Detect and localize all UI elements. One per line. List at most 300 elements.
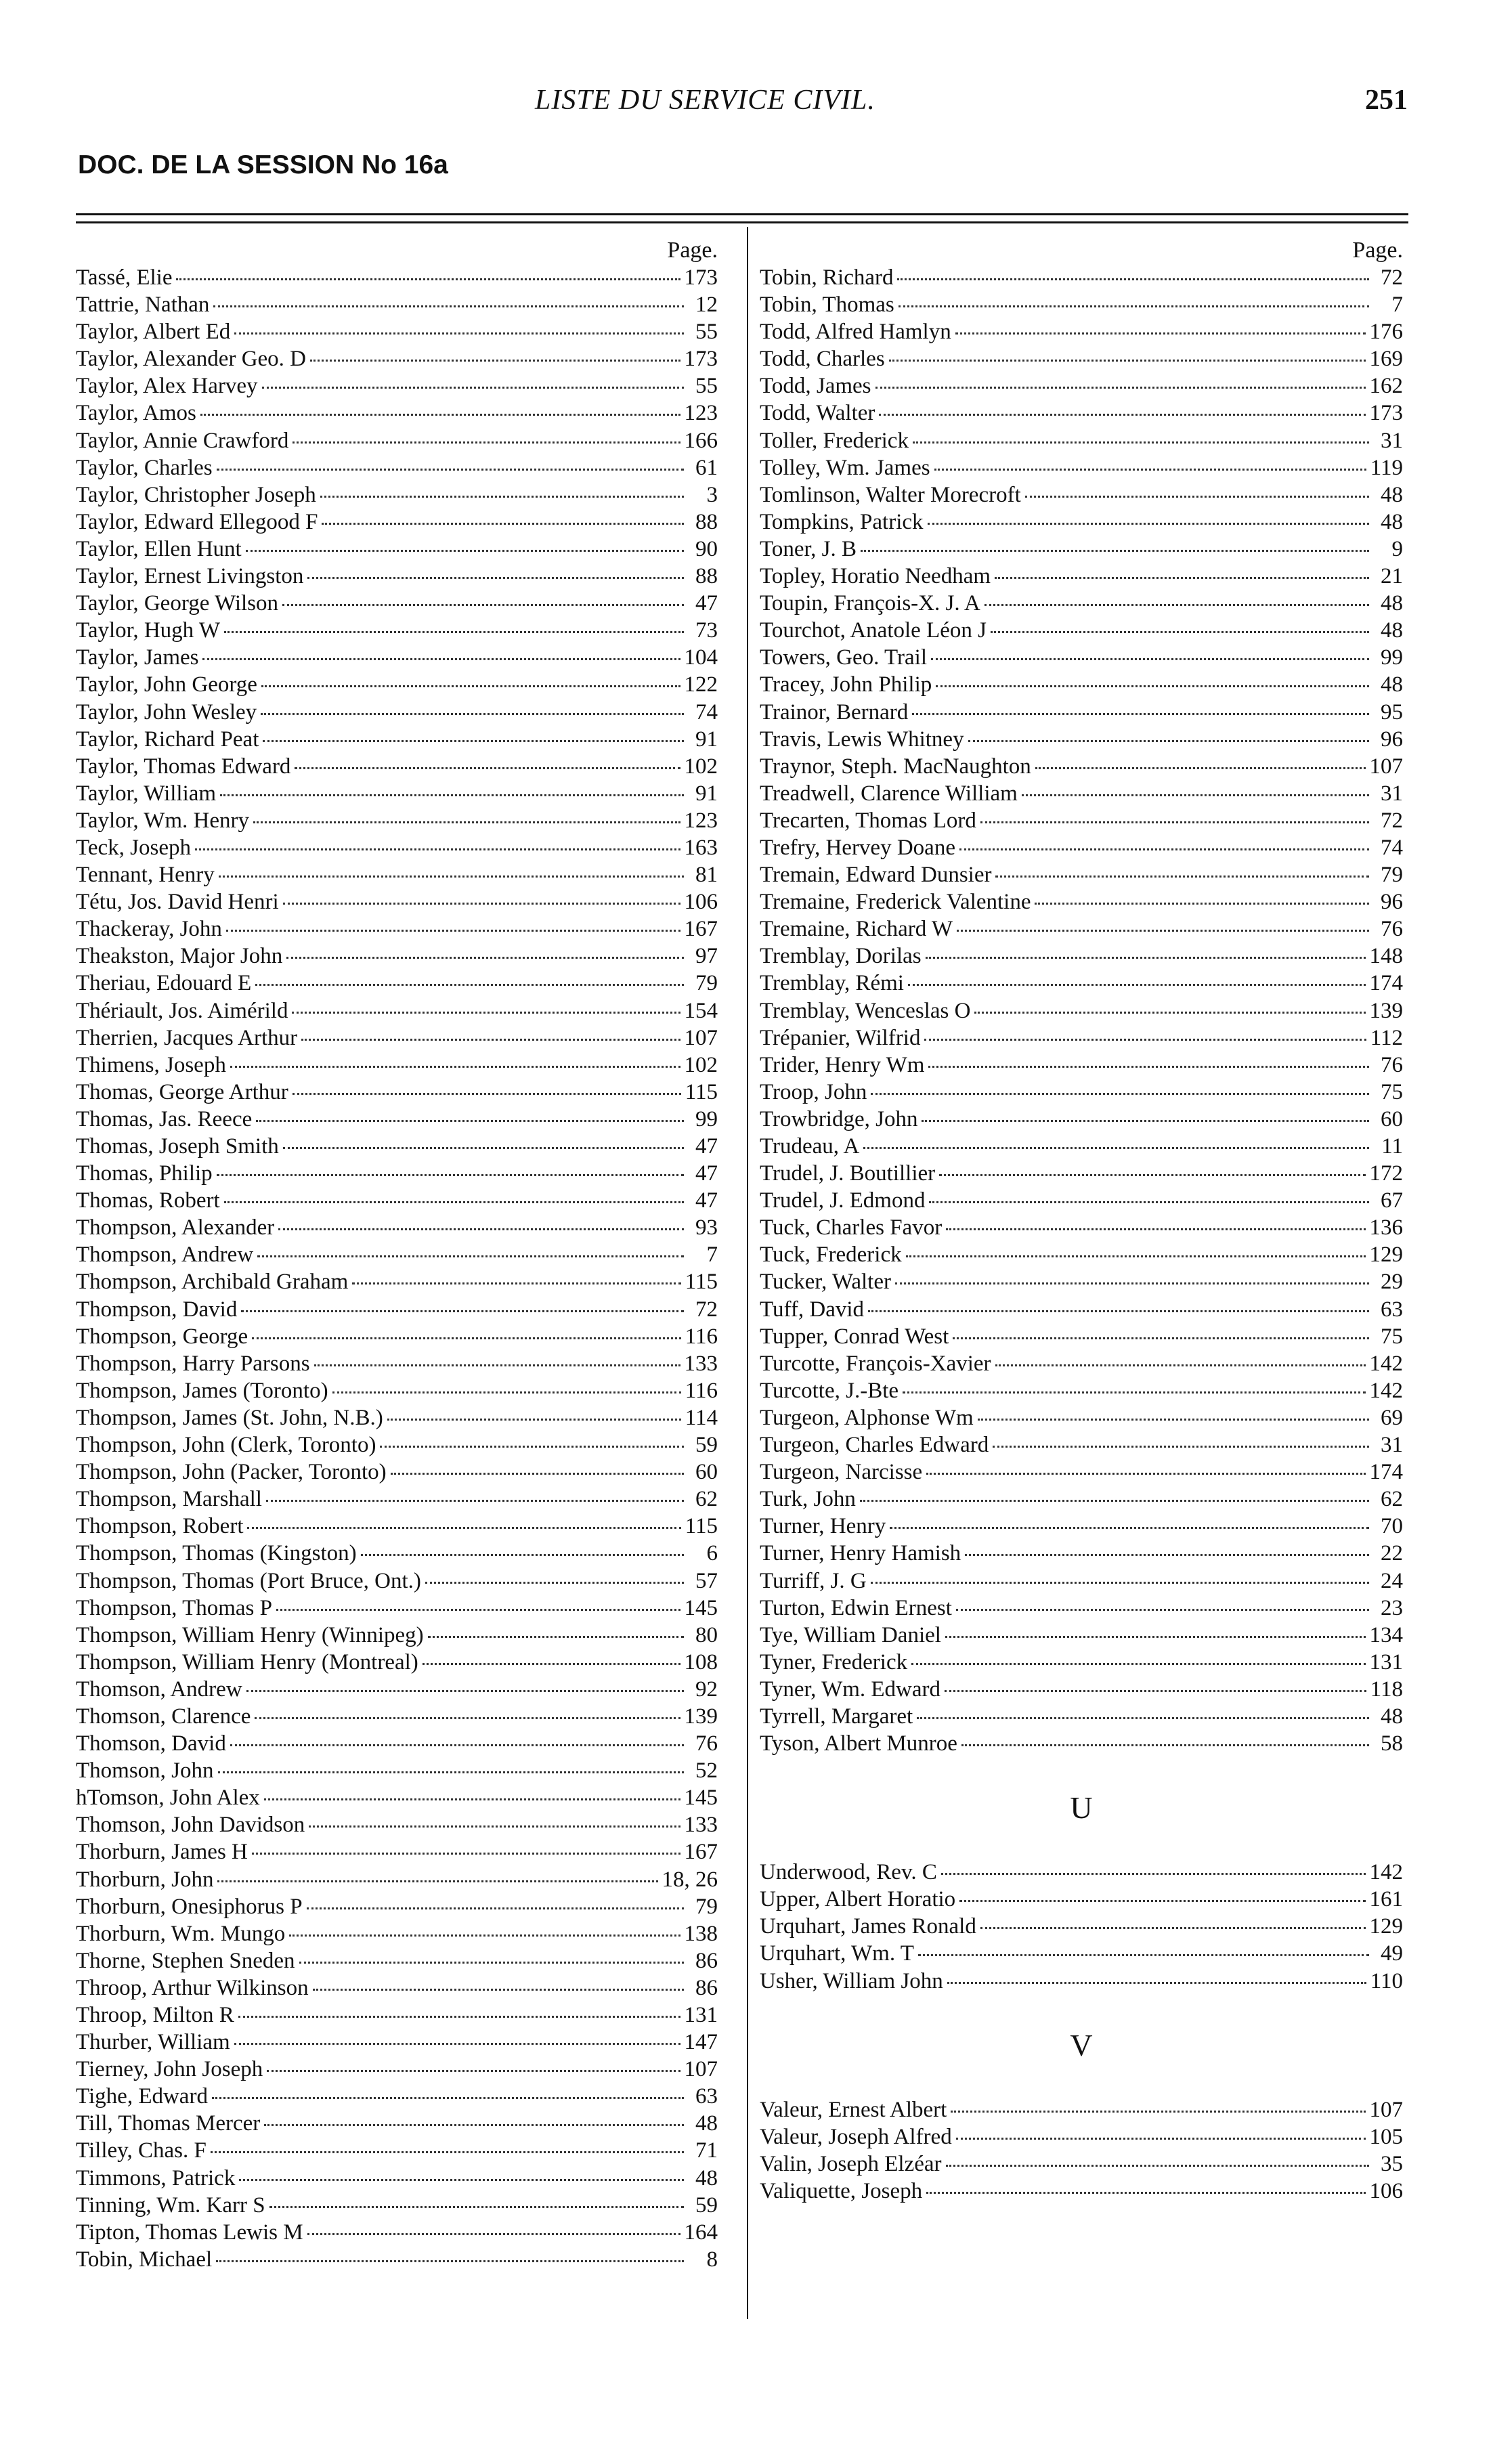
entry-page: 145	[684, 1786, 718, 1811]
index-entry	[760, 1859, 1403, 1886]
index-entry	[760, 1024, 1403, 1052]
index-entry	[76, 1323, 718, 1350]
index-entry	[760, 1703, 1403, 1730]
dot-leader	[301, 1039, 680, 1041]
entry-page: 138	[684, 1921, 718, 1946]
dot-leader	[912, 713, 1369, 715]
entry-name: Trowbridge, John	[760, 1106, 918, 1131]
index-entry	[76, 399, 718, 427]
column-divider	[747, 227, 748, 2319]
entry-name: Towers, Geo. Trail	[760, 645, 928, 670]
entry-name: Tremaine, Frederick Valentine	[760, 890, 1031, 915]
page-number: 251	[1365, 85, 1408, 116]
index-entry	[76, 2246, 718, 2273]
index-entry	[760, 1676, 1403, 1703]
dot-leader	[860, 1500, 1369, 1502]
section-heading-v: V	[1070, 2027, 1093, 2062]
entry-page: 71	[695, 2138, 718, 2163]
entry-name: Tremaine, Richard W	[760, 917, 953, 942]
dot-leader	[961, 1744, 1369, 1746]
dot-leader	[217, 1880, 657, 1882]
dot-leader	[289, 1935, 680, 1937]
entry-name: Turk, John	[760, 1487, 856, 1512]
entry-page: 139	[684, 1704, 718, 1729]
entry-page: 48	[1381, 509, 1403, 534]
index-entry	[76, 2110, 718, 2137]
dot-leader	[230, 1066, 680, 1068]
entry-page: 61	[695, 455, 718, 480]
entry-name: Usher, William John	[760, 1968, 943, 1993]
entry-page: 133	[684, 1351, 718, 1376]
index-entry	[76, 1214, 718, 1241]
dot-leader	[361, 1554, 684, 1556]
entry-name: Urquhart, James Ronald	[760, 1914, 976, 1939]
dot-leader	[928, 523, 1369, 525]
entry-page: 107	[684, 1025, 718, 1050]
entry-name: Urquhart, Wm. T	[760, 1941, 914, 1966]
dot-leader	[217, 1174, 684, 1176]
dot-leader	[295, 767, 680, 769]
entry-page: 102	[684, 754, 718, 779]
dot-leader	[252, 1853, 680, 1855]
entry-name: Todd, Alfred Hamlyn	[760, 320, 951, 345]
index-entry	[760, 1940, 1403, 1967]
entry-name: Thompson, Archibald Graham	[76, 1270, 349, 1295]
entry-page: 86	[695, 1948, 718, 1973]
index-entry	[76, 780, 718, 807]
entry-page: 110	[1370, 1968, 1403, 1993]
entry-name: Thompson, David	[76, 1297, 238, 1322]
entry-page: 174	[1369, 1460, 1403, 1485]
entry-name: Taylor, Charles	[76, 455, 213, 480]
entry-name: Thompson, Thomas (Kingston)	[76, 1541, 357, 1566]
dot-leader	[195, 848, 680, 850]
entry-name: Thomas, Jas. Reece	[76, 1106, 253, 1131]
dot-leader	[980, 821, 1369, 823]
dot-leader	[890, 1527, 1369, 1529]
entry-page: 76	[1381, 917, 1403, 942]
entry-name: Thompson, John (Clerk, Toronto)	[76, 1433, 376, 1458]
entry-page: 31	[1381, 1433, 1403, 1458]
index-entry	[76, 1431, 718, 1458]
index-entry	[76, 1568, 718, 1595]
index-entry	[76, 2002, 718, 2029]
dot-leader	[879, 414, 1365, 416]
entry-name: Thorne, Stephen Sneden	[76, 1948, 295, 1973]
index-entry	[760, 1486, 1403, 1513]
entry-page: 106	[684, 890, 718, 915]
entry-name: Traynor, Steph. MacNaughton	[760, 754, 1031, 779]
index-entry	[760, 2150, 1403, 2178]
index-entry	[76, 1866, 718, 1893]
dot-leader	[947, 1982, 1366, 1984]
entry-name: Turcotte, François-Xavier	[760, 1351, 991, 1376]
dot-leader	[307, 2233, 680, 2235]
entry-name: Trefry, Hervey Doane	[760, 835, 955, 860]
dot-leader	[332, 1391, 681, 1393]
entry-page: 131	[1369, 1649, 1403, 1674]
entry-page: 131	[684, 2003, 718, 2027]
index-entry	[760, 1622, 1403, 1649]
entry-name: Thompson, Andrew	[76, 1242, 254, 1268]
entry-page: 163	[684, 835, 718, 860]
entry-page: 75	[1381, 1324, 1403, 1349]
dot-leader	[995, 1364, 1366, 1366]
index-entry	[760, 481, 1403, 509]
entry-page: 115	[685, 1270, 718, 1295]
entry-name: Therrien, Jacques Arthur	[76, 1025, 298, 1050]
entry-page: 174	[1369, 971, 1403, 996]
entry-page: 107	[1369, 754, 1403, 779]
dot-leader	[924, 1039, 1366, 1041]
index-entry	[76, 291, 718, 318]
dot-leader	[946, 1228, 1365, 1230]
dot-leader	[1035, 903, 1369, 905]
entry-page: 122	[684, 672, 718, 697]
entry-page: 63	[695, 2084, 718, 2109]
entry-page: 107	[684, 2057, 718, 2082]
dot-leader	[928, 1066, 1369, 1068]
index-entry	[76, 1676, 718, 1703]
dot-leader	[255, 984, 684, 986]
entry-page: 139	[1369, 998, 1403, 1023]
dot-leader	[868, 1310, 1369, 1312]
index-entry	[76, 1622, 718, 1649]
index-entry	[76, 1268, 718, 1295]
entry-name: Turcotte, J.-Bte	[760, 1378, 899, 1403]
entry-name: Taylor, John Wesley	[76, 699, 257, 725]
dot-leader	[241, 1310, 684, 1312]
entry-name: Thomson, John Davidson	[76, 1813, 305, 1838]
entry-page: 96	[1381, 890, 1403, 915]
dot-leader	[913, 441, 1369, 444]
entry-name: Thorburn, Onesiphorus P	[76, 1894, 303, 1919]
index-entry	[760, 671, 1403, 698]
dot-leader	[213, 305, 684, 307]
index-entry	[76, 2165, 718, 2192]
entry-name: Trépanier, Wilfrid	[760, 1025, 921, 1050]
index-entry	[760, 1513, 1403, 1540]
index-entry	[76, 454, 718, 481]
entry-page: 18, 26	[662, 1867, 718, 1892]
entry-page: 115	[685, 1514, 718, 1539]
entry-name: Valiquette, Joseph	[760, 2178, 923, 2203]
dot-leader	[309, 1825, 680, 1828]
index-entry	[760, 1968, 1403, 1995]
entry-name: Turriff, J. G	[760, 1568, 867, 1593]
entry-page: 48	[1381, 591, 1403, 616]
running-title: LISTE DU SERVICE CIVIL.	[535, 85, 875, 116]
page-column-heading: Page.	[667, 238, 718, 263]
index-entry	[76, 427, 718, 454]
index-entry	[76, 888, 718, 915]
dot-leader	[863, 1147, 1369, 1149]
entry-name: Tourchot, Anatole Léon J	[760, 618, 987, 643]
index-entry	[76, 943, 718, 970]
dot-leader	[313, 1989, 684, 1991]
entry-name: Tierney, John Joseph	[76, 2057, 263, 2082]
index-entry	[760, 915, 1403, 943]
entry-page: 167	[684, 1840, 718, 1865]
entry-page: 169	[1369, 347, 1403, 372]
index-entry	[760, 1268, 1403, 1295]
right-column	[760, 237, 1403, 2205]
dot-leader	[995, 876, 1369, 878]
index-entry	[760, 1241, 1403, 1268]
entry-page: 21	[1381, 564, 1403, 589]
index-entry	[760, 264, 1403, 291]
entry-page: 99	[1381, 645, 1403, 670]
index-entry	[76, 509, 718, 536]
index-entry	[76, 1703, 718, 1730]
entry-page: 166	[684, 428, 718, 453]
index-entry	[76, 970, 718, 997]
index-entry	[760, 1296, 1403, 1323]
dot-leader	[936, 685, 1369, 687]
entry-page: 47	[695, 1134, 718, 1159]
entry-page: 67	[1381, 1188, 1403, 1213]
entry-name: Tinning, Wm. Karr S	[76, 2192, 265, 2218]
index-entry	[760, 399, 1403, 427]
entry-name: Taylor, John George	[76, 672, 257, 697]
index-entry	[760, 970, 1403, 997]
dot-leader	[278, 1228, 684, 1230]
entry-page: 133	[684, 1813, 718, 1838]
entry-page: 134	[1369, 1622, 1403, 1647]
index-entry	[76, 644, 718, 671]
entry-page: 69	[1381, 1405, 1403, 1430]
entry-name: Tracey, John Philip	[760, 672, 932, 697]
dot-leader	[320, 496, 684, 498]
index-entry	[76, 1241, 718, 1268]
entry-name: Tremblay, Rémi	[760, 971, 904, 996]
dot-leader	[234, 332, 684, 334]
entry-name: Turner, Henry Hamish	[760, 1541, 961, 1566]
index-entry	[760, 2096, 1403, 2123]
entry-name: Turgeon, Alphonse Wm	[760, 1405, 974, 1430]
entry-name: Thompson, Thomas (Port Bruce, Ont.)	[76, 1568, 421, 1593]
entry-name: Turgeon, Narcisse	[760, 1460, 923, 1485]
entry-name: Thomas, Philip	[76, 1161, 213, 1186]
index-entry	[760, 1568, 1403, 1595]
entry-name: Travis, Lewis Whitney	[760, 727, 964, 752]
entry-page: 72	[695, 1297, 718, 1322]
entry-name: Taylor, Amos	[76, 401, 196, 426]
entry-page: 119	[1370, 455, 1403, 480]
index-entry	[760, 888, 1403, 915]
entry-name: Taylor, Hugh W	[76, 618, 220, 643]
index-entry	[76, 1540, 718, 1567]
entry-name: Tuck, Charles Favor	[760, 1215, 943, 1240]
entry-name: Tighe, Edward	[76, 2084, 208, 2109]
dot-leader	[176, 278, 680, 280]
dot-leader	[965, 1554, 1369, 1556]
dot-leader	[264, 1798, 680, 1800]
index-entry	[760, 1404, 1403, 1431]
index-entry	[760, 1730, 1403, 1757]
entry-name: Thompson, George	[76, 1324, 248, 1349]
dot-leader	[263, 740, 684, 742]
entry-page: 58	[1381, 1731, 1403, 1756]
entry-page: 12	[695, 293, 718, 318]
dot-leader	[238, 2016, 680, 2018]
entry-name: Taylor, Annie Crawford	[76, 428, 289, 453]
index-entry	[76, 1404, 718, 1431]
dot-leader	[217, 469, 684, 471]
entry-page: 95	[1381, 699, 1403, 725]
entry-name: Tipton, Thomas Lewis M	[76, 2220, 303, 2245]
index-entry	[760, 1649, 1403, 1676]
index-entry	[76, 617, 718, 644]
entry-page: 114	[685, 1405, 718, 1430]
entry-name: Thomson, Andrew	[76, 1677, 242, 1702]
dot-leader	[283, 1147, 684, 1149]
dot-leader	[875, 387, 1366, 389]
left-column	[76, 237, 718, 2273]
entry-name: Thorburn, Wm. Mungo	[76, 1921, 286, 1946]
entry-name: Todd, Charles	[760, 347, 885, 372]
dot-leader	[931, 658, 1369, 660]
entry-page: 88	[695, 564, 718, 589]
index-entry	[760, 1187, 1403, 1214]
dot-leader	[945, 1636, 1366, 1638]
entry-page: 48	[695, 2111, 718, 2136]
index-entry	[76, 481, 718, 509]
entry-name: Tucker, Walter	[760, 1270, 891, 1295]
entry-name: Tobin, Thomas	[760, 293, 894, 318]
index-entry	[760, 454, 1403, 481]
dot-leader	[980, 1927, 1366, 1929]
entry-name: Timmons, Patrick	[76, 2165, 236, 2190]
index-entry	[760, 1350, 1403, 1377]
entry-name: Taylor, George Wilson	[76, 591, 279, 616]
index-entry	[76, 1811, 718, 1838]
dot-leader	[230, 1744, 684, 1746]
entry-name: Throop, Arthur Wilkinson	[76, 1975, 309, 2000]
entry-page: 173	[1369, 401, 1403, 426]
dot-leader	[1025, 496, 1369, 498]
entry-name: Thompson, Marshall	[76, 1487, 262, 1512]
entry-page: 97	[695, 944, 718, 969]
entry-page: 99	[695, 1106, 718, 1131]
entry-name: Thomas, Joseph Smith	[76, 1134, 279, 1159]
entry-name: Thorburn, John	[76, 1867, 214, 1892]
entry-page: 60	[695, 1460, 718, 1485]
index-entry	[76, 834, 718, 861]
entry-page: 107	[1369, 2097, 1403, 2122]
index-list-v	[760, 2096, 1403, 2205]
entry-page: 47	[695, 591, 718, 616]
entry-page: 48	[1381, 618, 1403, 643]
index-entry	[760, 427, 1403, 454]
entry-page: 47	[695, 1161, 718, 1186]
dot-leader	[286, 957, 684, 959]
entry-page: 142	[1369, 1351, 1403, 1376]
entry-name: Tupper, Conrad West	[760, 1324, 949, 1349]
dot-leader	[219, 876, 684, 878]
entry-name: Thackeray, John	[76, 917, 222, 942]
dot-leader	[929, 1201, 1369, 1203]
entry-name: Thériault, Jos. Aimérild	[76, 998, 288, 1023]
entry-name: Taylor, Alex Harvey	[76, 374, 258, 399]
entry-name: Thompson, William Henry (Montreal)	[76, 1649, 418, 1674]
entry-page: 92	[695, 1677, 718, 1702]
entry-name: Tremain, Edward Dunsier	[760, 863, 992, 888]
index-entry	[76, 1513, 718, 1540]
index-entry	[760, 1133, 1403, 1160]
index-entry	[76, 345, 718, 372]
index-entry	[760, 1377, 1403, 1404]
index-entry	[76, 1458, 718, 1486]
entry-page: 8	[706, 2247, 718, 2272]
entry-name: Taylor, William	[76, 781, 217, 806]
entry-name: Tyner, Frederick	[760, 1649, 908, 1674]
dot-leader	[252, 1337, 681, 1339]
dot-leader	[283, 903, 680, 905]
dot-leader	[926, 2192, 1365, 2194]
entry-name: Troop, John	[760, 1079, 867, 1104]
entry-name: Trudel, J. Boutillier	[760, 1161, 936, 1186]
dot-leader	[984, 604, 1369, 606]
index-entry	[76, 1052, 718, 1079]
dot-leader	[224, 1201, 684, 1203]
entry-page: 79	[695, 971, 718, 996]
index-entry	[76, 1187, 718, 1214]
entry-name: Tye, William Daniel	[760, 1622, 941, 1647]
dot-leader	[1022, 794, 1369, 796]
dot-leader	[978, 1419, 1369, 1421]
dot-leader	[945, 1690, 1366, 1692]
entry-page: 172	[1369, 1161, 1403, 1186]
dot-leader	[946, 2165, 1370, 2167]
entry-name: Taylor, Richard Peat	[76, 727, 259, 752]
entry-name: Tomlinson, Walter Morecroft	[760, 482, 1021, 507]
entry-page: 7	[706, 1242, 718, 1268]
index-entry	[76, 372, 718, 399]
entry-name: Thompson, Thomas P	[76, 1595, 272, 1620]
entry-page: 70	[1381, 1514, 1403, 1539]
dot-leader	[253, 821, 680, 823]
header-rule-top	[76, 213, 1408, 215]
entry-page: 176	[1369, 320, 1403, 345]
dot-leader	[276, 1609, 680, 1611]
index-entry	[760, 1052, 1403, 1079]
entry-page: 80	[695, 1622, 718, 1647]
index-entry	[760, 1595, 1403, 1622]
dot-leader	[224, 631, 684, 633]
index-entry	[76, 563, 718, 590]
dot-leader	[897, 278, 1369, 280]
index-entry	[760, 318, 1403, 345]
entry-name: Trainor, Bernard	[760, 699, 909, 725]
dot-leader	[220, 794, 684, 796]
entry-page: 116	[685, 1324, 718, 1349]
index-entry	[76, 1160, 718, 1187]
entry-page: 91	[695, 727, 718, 752]
dot-leader	[391, 1473, 684, 1475]
entry-name: Turner, Henry	[760, 1514, 886, 1539]
entry-page: 22	[1381, 1541, 1403, 1566]
entry-page: 59	[695, 1433, 718, 1458]
dot-leader	[211, 2151, 684, 2153]
dot-leader	[953, 1337, 1369, 1339]
index-entry	[76, 2083, 718, 2110]
entry-page: 57	[695, 1568, 718, 1593]
dot-leader	[939, 1174, 1365, 1176]
index-entry	[760, 1323, 1403, 1350]
entry-page: 173	[684, 347, 718, 372]
entry-page: 11	[1381, 1134, 1403, 1159]
